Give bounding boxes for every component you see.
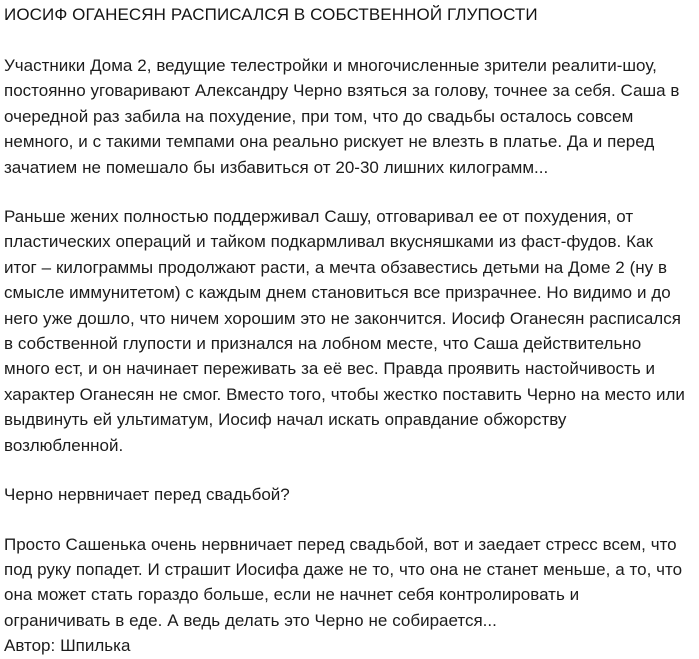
article-paragraph: Участники Дома 2, ведущие телестройки и многочисленные зрители реалити-шоу, постоянно уговаривают Александру Черно взяться за голову, точнее за себя. Саша в очередной раз забила на похудение, при том, что до свадьбы осталось совсем немного, и с такими темпами она реально рискует не влезть в платье. Да и перед зачатием не помешало бы избавиться от 20-30 лишних килограмм... [4,56,680,177]
article-paragraph-final [4,532,690,659]
article-paragraph: Раньше жених полностью поддерживал Сашу, отговаривал ее от похудения, от пластических операций и тайком подкармливал вкусняшками из фаст-фудов. Как итог – килограммы продолжают расти, а мечта обзавестись детьми на Доме 2 (ну в смысле иммунитетом) с каждым днем становиться все призрачнее. Но видимо и до него уже дошло, что ничем хорошим это не закончится. Иосиф Оганесян расписался в собственной глупости и признался на лобном месте, что Саша действительно много ест, и он начинает переживать за её вес. Правда проявить настойчивость и характер Оганесян не смог. Вместо того, чтобы жестко поставить Черно на место или выдвинуть ей ультиматум, Иосиф начал искать оправдание обжорству возлюбленной. [4,207,685,455]
article-author: Автор: Шпилька [4,636,131,656]
article-paragraph-text: Просто Сашенька очень нервничает перед свадьбой, вот и заедает стресс всем, что под руку попадет. И страшит Иосифа даже не то, что она не станет меньше, а то, что она может стать гораздо больше, если не начнет себя контролировать и ограничивать в еде. А ведь делать это Черно не собирается... [4,534,683,630]
article-subheading: Черно нервничает перед свадьбой? [4,485,290,505]
article-body [4,53,690,659]
page-title: ИОСИФ ОГАНЕСЯН РАСПИСАЛСЯ В СОБСТВЕННОЙ ГЛУПОСТИ [4,5,538,24]
